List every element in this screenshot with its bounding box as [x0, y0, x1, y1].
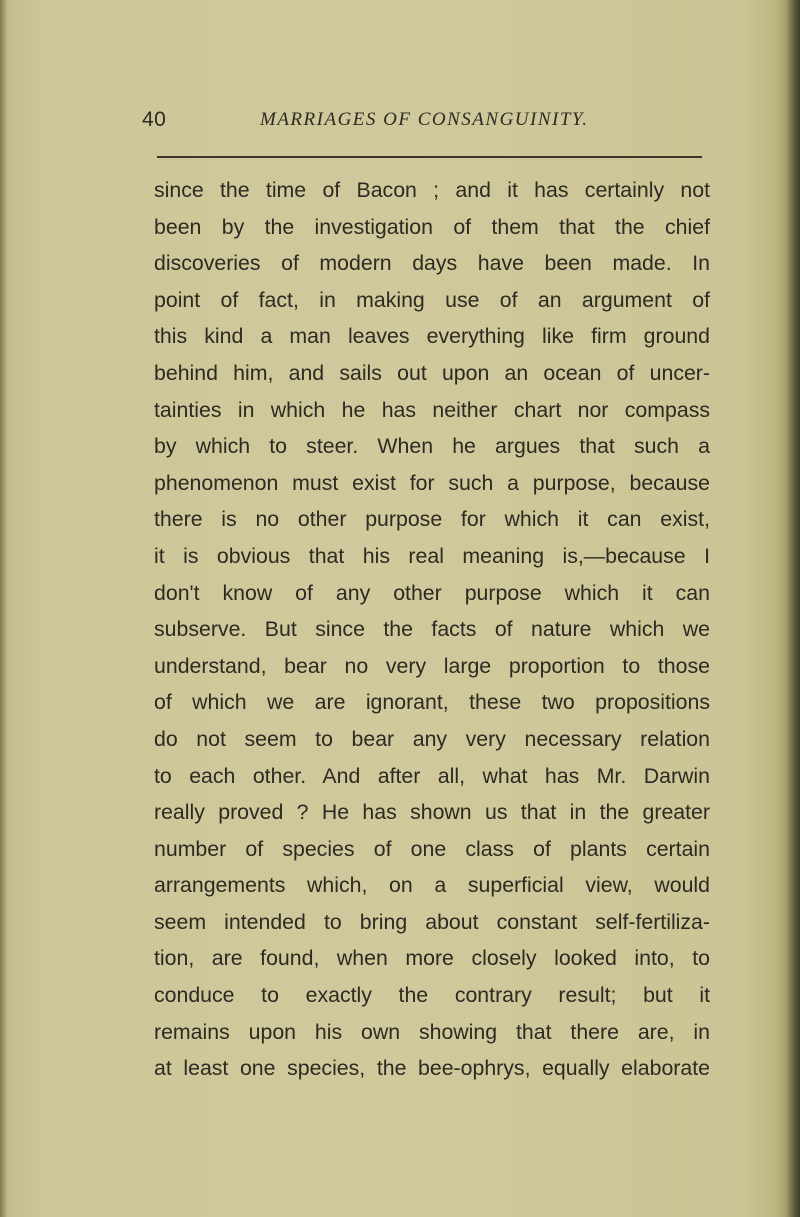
- text-line: this kind a man leaves everything like firm ground: [154, 324, 710, 349]
- text-line: conduce to exactly the contrary result; but it: [154, 983, 710, 1008]
- text-line: don't know of any other purpose which it can: [154, 580, 710, 605]
- header-rule: [157, 156, 702, 158]
- text-line: number of species of one class of plants certain: [154, 836, 710, 861]
- text-line: tion, are found, when more closely looked into, to: [154, 946, 710, 971]
- text-line: understand, bear no very large proportion to those: [154, 653, 710, 678]
- text-line: to each other. And after all, what has Mr. Darwin: [154, 763, 710, 788]
- text-line: tainties in which he has neither chart nor compass: [154, 397, 710, 422]
- page-number: 40: [142, 108, 167, 131]
- page-left-edge: [0, 0, 6, 1217]
- page-right-edge: [786, 0, 800, 1217]
- text-line: it is obvious that his real meaning is,—because I: [154, 543, 710, 568]
- text-line: subserve. But since the facts of nature which we: [154, 617, 710, 642]
- page-header: [142, 108, 702, 138]
- text-line: of which we are ignorant, these two propositions: [154, 690, 710, 715]
- text-line: there is no other purpose for which it can exist,: [154, 507, 710, 532]
- text-line: point of fact, in making use of an argument of: [154, 287, 710, 312]
- text-line: by which to steer. When he argues that such a: [154, 434, 710, 459]
- body-text: [154, 172, 710, 1087]
- text-line: remains upon his own showing that there are, in: [154, 1019, 710, 1044]
- text-line: phenomenon must exist for such a purpose, because: [154, 470, 710, 495]
- text-line: arrangements which, on a superficial view, would: [154, 873, 710, 898]
- text-line: since the time of Bacon ; and it has certainly not: [154, 178, 710, 202]
- text-line: seem intended to bring about constant self-fertiliza-: [154, 909, 710, 934]
- running-title: MARRIAGES OF CONSANGUINITY.: [260, 109, 589, 130]
- text-line: behind him, and sails out upon an ocean of uncer-: [154, 360, 710, 385]
- text-line: been by the investigation of them that the chief: [154, 214, 710, 239]
- text-line: discoveries of modern days have been made. In: [154, 251, 710, 276]
- text-line: at least one species, the bee-ophrys, equally elaborate: [154, 1056, 710, 1081]
- text-line: really proved ? He has shown us that in the greater: [154, 800, 710, 825]
- text-line: do not seem to bear any very necessary relation: [154, 726, 710, 751]
